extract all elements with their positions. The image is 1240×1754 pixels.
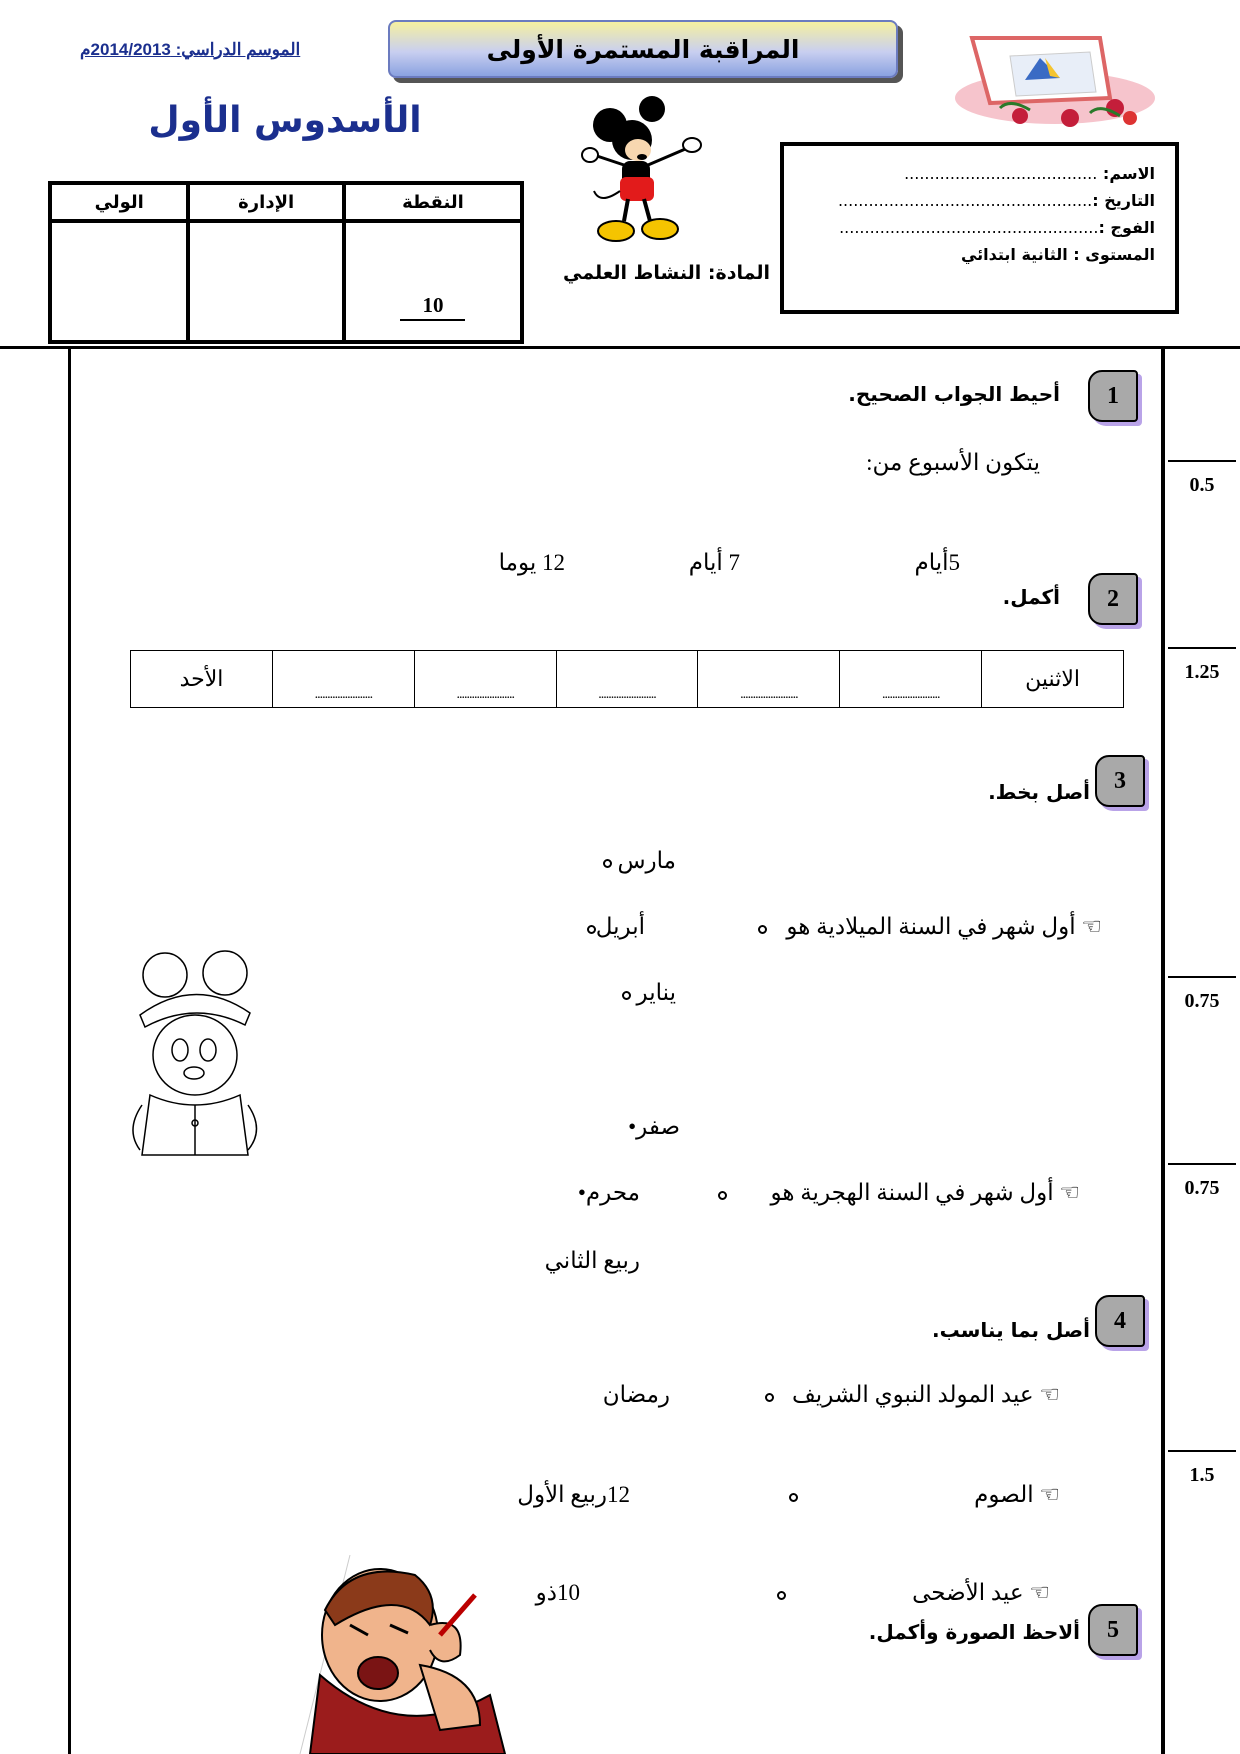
day-monday: الاثنين [982,651,1124,708]
dot-april[interactable] [587,925,596,934]
question-3-title: أصل بخط. [988,780,1090,804]
date-row[interactable]: التاريخ :.................................................. [837,191,1155,210]
choice-safar: صفر [636,1114,680,1139]
pointing-hand-icon: ☜ [1081,914,1102,939]
choice-march: مارس [617,848,676,873]
dot-hijri[interactable] [718,1191,727,1200]
date-field[interactable]: .................................................. [837,191,1093,210]
day-blank-4[interactable]: ....................... [414,651,556,708]
pointing-hand-icon: ☜ [1039,1482,1060,1507]
earache-boy-illustration [290,1555,520,1754]
dot-muharram[interactable]: • [577,1180,586,1205]
name-row[interactable]: الاسم: ...................................... [904,164,1155,183]
choice-rabi-thani: ربيع الثاني [544,1248,640,1273]
left-margin-line [68,346,71,1754]
score-q4: 1.5 [1168,1450,1236,1487]
choice-muharram: محرم [585,1180,640,1205]
score-q3b: 0.75 [1168,1163,1236,1200]
school-season: الموسم الدراسي: 2014/2013م [80,40,301,59]
school-logo [950,28,1160,128]
question-2-badge: 2 [1088,573,1138,625]
subject-label: المادة: النشاط العلمي [562,262,770,284]
score-q2: 1.25 [1168,647,1236,684]
mickey-illustration [580,95,730,255]
day-blank-3[interactable]: ....................... [556,651,698,708]
score-header: النقطة [344,183,522,221]
question-1-title: أحيط الجواب الصحيح. [848,382,1060,406]
prompt-hijri: أول شهر في السنة الهجرية هو [770,1180,1054,1205]
day-blank-1[interactable]: ....................... [840,651,982,708]
score-column-line [1161,346,1165,1754]
administration-signature-cell[interactable] [188,221,343,342]
level-row: المستوى : الثانية ابتدائي [960,245,1155,264]
dot-fasting[interactable] [789,1493,798,1502]
score-q1: 0.5 [1168,460,1236,497]
item-rabi-awwal: 12ربيع الأول [517,1482,630,1507]
question-1-text: يتكون الأسبوع من: [866,450,1040,475]
exam-banner: المراقبة المستمرة الأولى [388,20,898,78]
item-ramadan: رمضان [602,1382,670,1407]
choice-april: أبريل [595,914,645,939]
dot-safar[interactable]: • [628,1114,637,1139]
option-5-days[interactable]: 5أيام [914,550,960,575]
dot-adha[interactable] [777,1591,786,1600]
dot-mawlid[interactable] [765,1393,774,1402]
pointing-hand-icon: ☜ [1059,1180,1080,1205]
question-4-badge: 4 [1095,1295,1145,1347]
question-1-badge: 1 [1088,370,1138,422]
cartoon-sketch [120,945,270,1165]
administration-header: الإدارة [188,183,343,221]
option-7-days[interactable]: 7 أيام [688,550,740,575]
day-blank-5[interactable]: ....................... [272,651,414,708]
guardian-signature-cell[interactable] [50,221,188,342]
pointing-hand-icon: ☜ [1039,1382,1060,1407]
page-title: الأسدوس الأول [148,100,422,141]
day-sunday: الأحد [131,651,273,708]
group-field[interactable]: ................................................... [839,218,1099,237]
question-2-title: أكمل. [1002,585,1060,609]
pointing-hand-icon: ☜ [1029,1580,1050,1605]
student-info-box [780,142,1179,314]
name-field[interactable]: ...................................... [904,164,1098,183]
guardian-header: الولي [50,183,188,221]
item-mawlid: عيد المولد النبوي الشريف [792,1382,1034,1407]
dot-january[interactable] [622,991,631,1000]
item-fasting: الصوم [974,1482,1034,1507]
max-score: 10 [400,293,465,321]
header-divider [0,346,1240,349]
weekdays-table [130,650,1124,708]
item-adha: عيد الأضحى [912,1580,1024,1605]
option-12-days[interactable]: 12 يوما [498,550,565,575]
question-4-title: أصل بما يناسب. [931,1318,1090,1342]
grade-table [48,181,524,344]
group-row[interactable]: الفوج :................................................... [839,218,1155,237]
question-5-title: ألاحظ الصورة وأكمل. [868,1620,1080,1644]
score-q3a: 0.75 [1168,976,1236,1013]
day-blank-2[interactable]: ....................... [698,651,840,708]
dot-march[interactable] [603,859,612,868]
prompt-gregorian: أول شهر في السنة الميلادية هو [786,914,1076,939]
score-cell[interactable] [344,221,522,342]
question-3-badge: 3 [1095,755,1145,807]
question-5-badge: 5 [1088,1604,1138,1656]
choice-january: يناير [636,980,676,1005]
item-dhul-hijja: 10ذو [535,1580,580,1605]
dot-gregorian[interactable] [758,925,767,934]
